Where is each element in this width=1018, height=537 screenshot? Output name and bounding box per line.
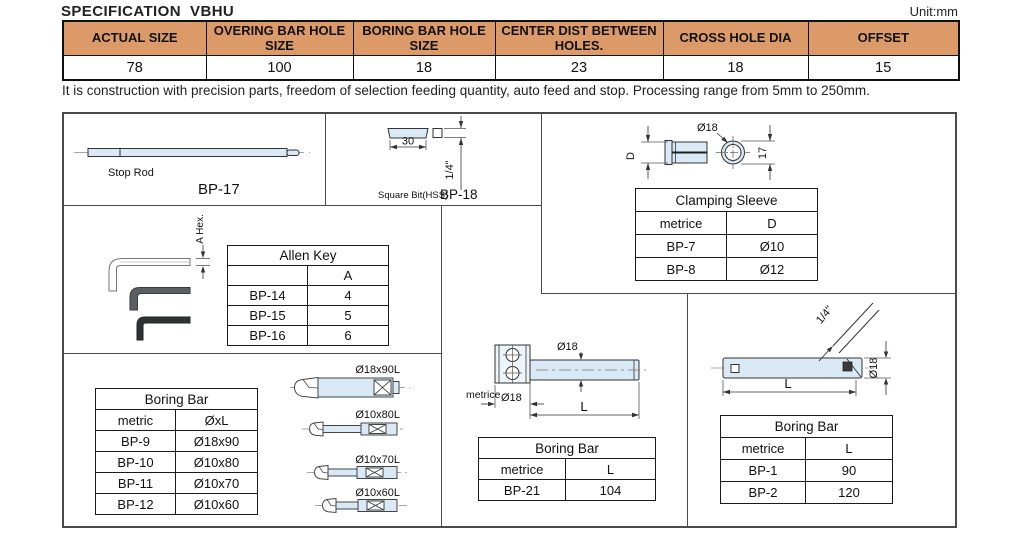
cell-model: BP-7 xyxy=(636,235,727,258)
spec-header-row xyxy=(63,21,959,56)
boring-bar-set-table xyxy=(95,388,258,515)
cell-value: 90 xyxy=(806,460,893,482)
col-header-model: metric xyxy=(96,410,176,431)
table-row xyxy=(96,494,258,515)
stop-rod-label: Stop Rod xyxy=(108,167,154,179)
bar-size-label: Ø10x60L xyxy=(355,487,400,499)
cell-model: BP-9 xyxy=(96,431,176,452)
col-header-value: L xyxy=(566,459,656,480)
table-title: Boring Bar xyxy=(96,389,258,410)
col-header-value: A xyxy=(308,266,389,286)
boring-bar-1 xyxy=(290,378,410,399)
cell-model: BP-12 xyxy=(96,494,176,515)
cell-value: 4 xyxy=(308,286,389,306)
bar-size-label: Ø10x70L xyxy=(355,454,400,466)
cell-value: 104 xyxy=(566,480,656,501)
table-row xyxy=(96,431,258,452)
boring-bar-set-drawing xyxy=(290,353,441,528)
cell-value: Ø10x60 xyxy=(176,494,258,515)
col-header-model: metrice xyxy=(479,459,566,480)
spec-val-actual-size: 78 xyxy=(63,56,206,81)
right-length-dim: L xyxy=(784,376,792,391)
bar-head xyxy=(495,345,530,383)
table-row xyxy=(479,480,656,501)
spec-val-center-dist: 23 xyxy=(495,56,663,81)
cell-model: BP-15 xyxy=(228,306,308,326)
spec-val-cross-hole: 18 xyxy=(663,56,808,81)
allen-key-shapes xyxy=(109,259,190,341)
right-shank-dim: 1/4" xyxy=(813,303,836,327)
boring-bar-4 xyxy=(315,499,407,513)
table-title: Boring Bar xyxy=(721,416,893,438)
square-bit-shape xyxy=(388,129,442,139)
spec-col-actual-size: ACTUAL SIZE xyxy=(63,21,206,56)
table-row xyxy=(228,286,389,306)
table-title: Allen Key xyxy=(228,246,389,266)
cell-model: BP-16 xyxy=(228,326,308,346)
spec-value-row xyxy=(63,56,959,81)
spec-col-overing-bar: OVERING BAR HOLE SIZE xyxy=(206,21,353,56)
bit-shank-dim: 1/4" xyxy=(444,160,456,180)
square-bit-model: BP-18 xyxy=(440,187,478,202)
col-header-value: L xyxy=(806,438,893,460)
bar-shank xyxy=(530,360,646,380)
boring-bar-right-drawing xyxy=(687,293,957,413)
col-header-model xyxy=(228,266,308,286)
bar-size-label: Ø18x90L xyxy=(355,364,400,376)
boring-bar-3 xyxy=(307,466,407,480)
spec-table xyxy=(62,20,960,81)
cell-model: BP-10 xyxy=(96,452,176,473)
col-header-value: D xyxy=(727,212,818,235)
cell-value: Ø10x70 xyxy=(176,473,258,494)
cell-model: BP-8 xyxy=(636,258,727,281)
table-row xyxy=(721,460,893,482)
spec-col-cross-hole: CROSS HOLE DIA xyxy=(663,21,808,56)
sleeve-d-dim: D xyxy=(625,152,637,160)
table-title: Clamping Sleeve xyxy=(636,189,818,212)
dimension-lines xyxy=(196,245,210,279)
cell-model: BP-14 xyxy=(228,286,308,306)
bit-length-dim: 30 xyxy=(401,135,415,148)
mid-dia-top-dim: Ø18 xyxy=(557,341,578,353)
stop-rod-shape xyxy=(74,149,310,157)
mid-metrice-label: metrice xyxy=(466,389,501,401)
spec-val-boring-bar: 18 xyxy=(353,56,495,81)
cell-value: Ø18x90 xyxy=(176,431,258,452)
page-title: SPECIFICATION VBHU xyxy=(61,3,235,20)
boring-bar-2 xyxy=(302,422,407,436)
cell-value: 6 xyxy=(308,326,389,346)
table-row xyxy=(228,306,389,326)
sleeve-side-view xyxy=(665,141,707,165)
table-row xyxy=(96,473,258,494)
col-header-model: metrice xyxy=(636,212,727,235)
col-header-model: metrice xyxy=(721,438,806,460)
square-bit-caption: Square Bit(HSS) xyxy=(378,190,449,201)
cell-model: BP-11 xyxy=(96,473,176,494)
cell-model: BP-2 xyxy=(721,482,806,504)
stop-rod-model: BP-17 xyxy=(198,181,240,198)
clamping-sleeve-table xyxy=(635,188,818,281)
dimension-arrows xyxy=(201,252,205,273)
table-title: Boring Bar xyxy=(479,438,656,459)
cell-value: 5 xyxy=(308,306,389,326)
cell-value: 120 xyxy=(806,482,893,504)
allen-key-table xyxy=(227,245,389,346)
spec-val-offset: 15 xyxy=(808,56,959,81)
table-row xyxy=(721,482,893,504)
table-row xyxy=(636,235,818,258)
spec-val-overing-bar: 100 xyxy=(206,56,353,81)
mid-dia-bottom-dim: Ø18 xyxy=(501,392,522,404)
spec-col-offset: OFFSET xyxy=(808,21,959,56)
boring-bar-mid-table xyxy=(478,437,656,501)
cell-value: Ø10 xyxy=(727,235,818,258)
table-row xyxy=(228,326,389,346)
description-text: It is construction with precision parts, freedom of selection feeding quantity, auto feed and stop. Processing range from 5mm to 250mm. xyxy=(62,83,870,98)
square-bit-drawing xyxy=(325,112,541,205)
unit-label: Unit:mm xyxy=(909,4,958,19)
allen-dim-label: A Hex. xyxy=(195,214,206,244)
sleeve-dia-dim: Ø18 xyxy=(697,122,718,134)
stop-rod-drawing xyxy=(62,112,325,205)
boring-bar-right-table xyxy=(720,415,893,504)
cell-model: BP-21 xyxy=(479,480,566,501)
sleeve-height-dim: 17 xyxy=(757,146,769,160)
bar-size-label: Ø10x80L xyxy=(355,409,400,421)
mid-length-dim: L xyxy=(580,399,588,414)
spec-col-boring-bar: BORING BAR HOLE SIZE xyxy=(353,21,495,56)
table-row xyxy=(636,258,818,281)
cell-value: Ø12 xyxy=(727,258,818,281)
right-dia-dim: Ø18 xyxy=(868,357,880,379)
cell-value: Ø10x80 xyxy=(176,452,258,473)
table-row xyxy=(96,452,258,473)
spec-col-center-dist: CENTER DIST BETWEEN HOLES. xyxy=(495,21,663,56)
boring-bar-mid-drawing xyxy=(441,330,687,430)
col-header-value: ØxL xyxy=(176,410,258,431)
cell-model: BP-1 xyxy=(721,460,806,482)
